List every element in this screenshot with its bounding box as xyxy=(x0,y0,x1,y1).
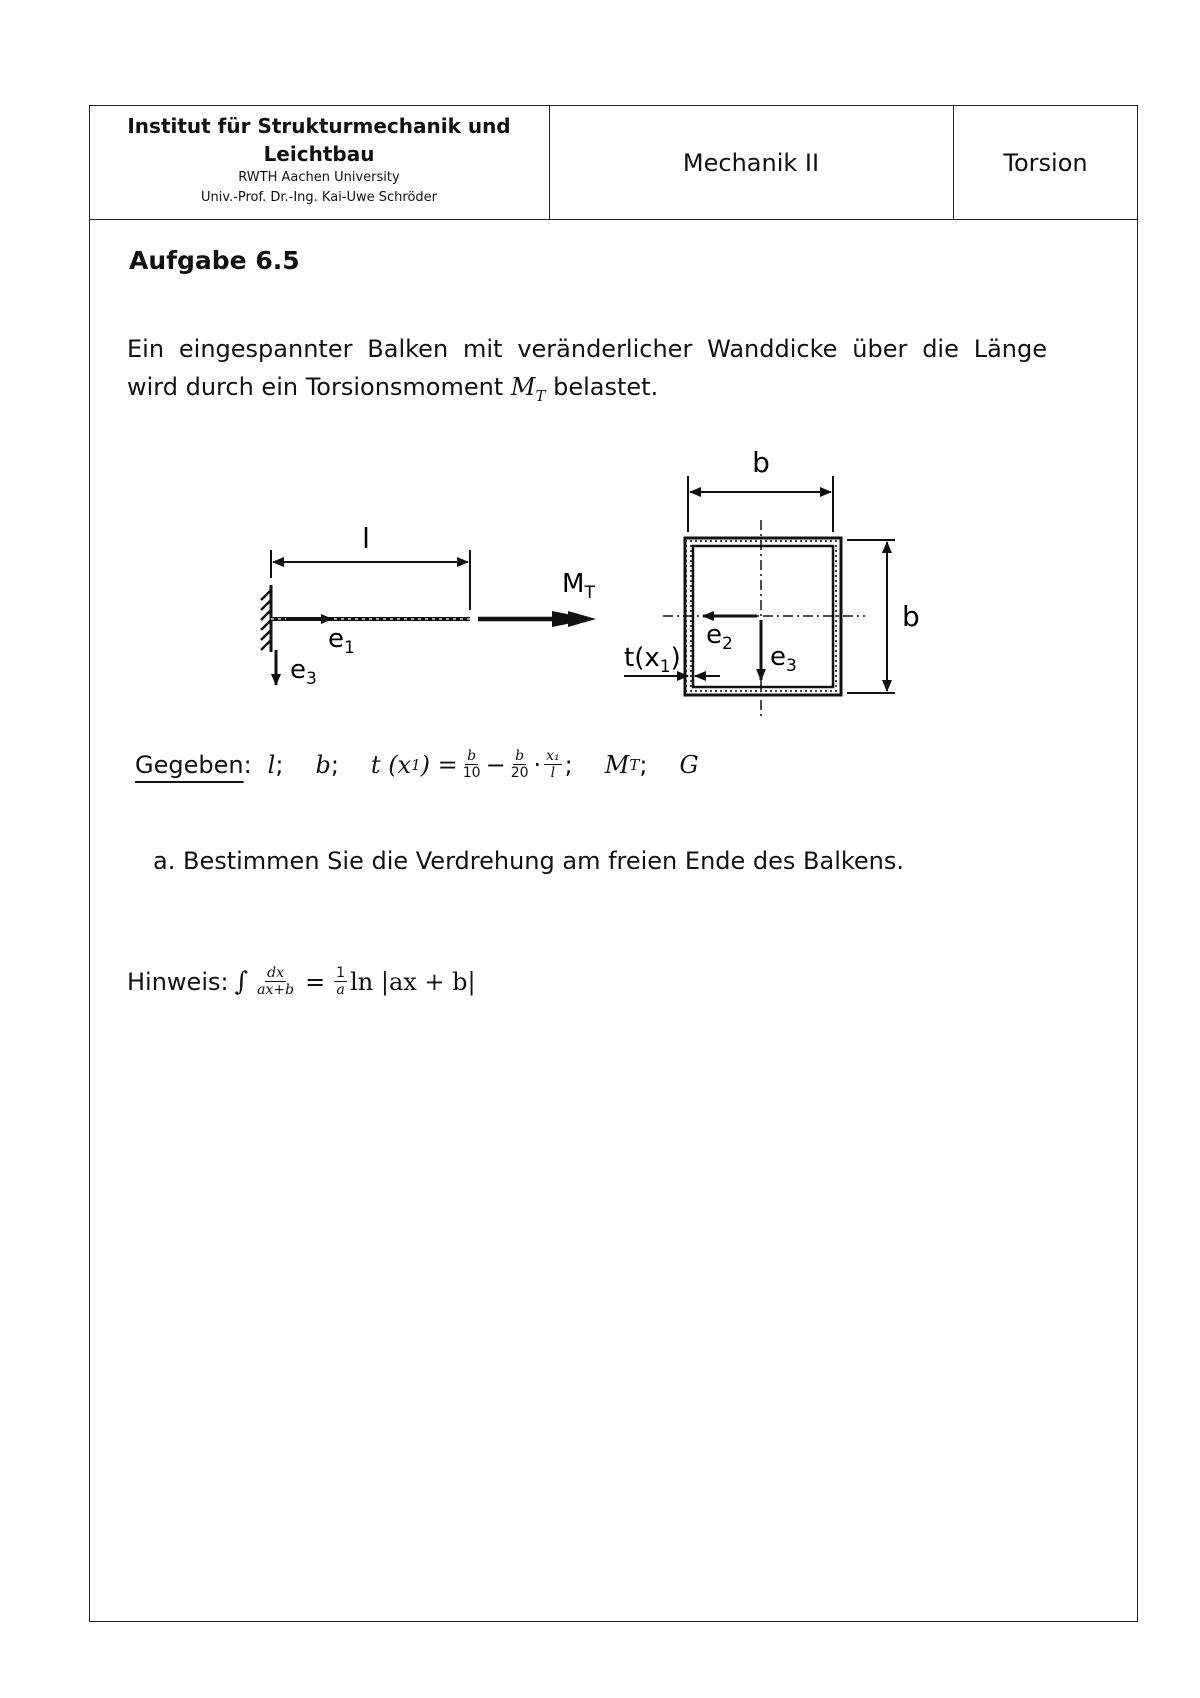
task-title: Aufgabe 6.5 xyxy=(129,246,300,275)
problem-text-1: Ein eingespannter Balken mit veränderlicher Wanddicke über die Länge wird durch ein Torsionsmoment xyxy=(127,335,1047,401)
thickness-label-main: t(x xyxy=(624,643,660,673)
problem-symbol: M xyxy=(510,373,536,401)
hint-equals: = xyxy=(305,967,326,996)
topic-title: Torsion xyxy=(1003,148,1088,177)
given-g: G xyxy=(679,750,699,779)
given-t-eq: ) = xyxy=(420,750,458,779)
hint-integral: ∫ xyxy=(234,966,249,997)
given-dot: · xyxy=(533,750,542,779)
given-frac-2 xyxy=(509,748,531,781)
given-frac-1-num: b xyxy=(467,748,477,764)
length-label: l xyxy=(362,522,370,555)
given-mt-sub: T xyxy=(629,755,640,774)
task-a xyxy=(153,847,904,875)
problem-symbol-sub: T xyxy=(535,387,546,405)
header-column-divider-2 xyxy=(953,105,954,220)
given-frac-2-den: 20 xyxy=(510,765,529,781)
given-frac-3-den: l xyxy=(550,765,556,781)
professor-name: Univ.-Prof. Dr.-Ing. Kai-Uwe Schröder xyxy=(200,190,438,205)
width-label: b xyxy=(752,446,770,479)
hint-label: Hinweis: xyxy=(127,967,229,996)
task-a-label: a. xyxy=(153,847,176,875)
given-sep-1: ; xyxy=(275,750,284,779)
given-label: Gegeben xyxy=(135,750,244,779)
given-colon: : xyxy=(243,750,252,779)
thickness-label-close: ) xyxy=(670,643,681,673)
axis-e1-main: e xyxy=(328,624,344,654)
thickness-label-sub: 1 xyxy=(659,657,671,677)
given-line xyxy=(135,748,699,781)
beam-figure xyxy=(261,522,596,689)
axis-e3-section-main: e xyxy=(770,642,786,672)
axis-e1-sub: 1 xyxy=(344,638,355,658)
hint-frac-1 xyxy=(255,965,296,998)
problem-figure xyxy=(230,440,930,730)
axis-e2-main: e xyxy=(706,620,722,650)
given-t-sub: 1 xyxy=(411,755,421,774)
axis-e3-section-label xyxy=(770,642,797,676)
institute-name: Institut für Strukturmechanik und Leichtbau xyxy=(127,114,511,166)
university-name: RWTH Aachen University xyxy=(238,170,400,185)
given-minus: − xyxy=(485,750,506,779)
hint-line xyxy=(127,965,476,998)
axis-e1-label xyxy=(328,624,355,658)
hint-frac-1-num: dx xyxy=(267,965,285,981)
given-frac-3-num: x₁ xyxy=(546,748,560,764)
axis-e3-main: e xyxy=(290,655,306,685)
given-frac-3 xyxy=(544,748,562,781)
hint-frac-2-den: a xyxy=(336,982,345,998)
hint-frac-2 xyxy=(334,965,347,998)
given-sep-2: ; xyxy=(330,750,339,779)
height-label: b xyxy=(902,600,920,633)
given-frac-2-num: b xyxy=(515,748,525,764)
axis-e3-sub: 3 xyxy=(306,669,317,689)
given-l: l xyxy=(267,750,276,779)
given-b: b xyxy=(315,750,331,779)
problem-statement xyxy=(127,330,1047,415)
problem-text-2: belastet. xyxy=(553,373,659,401)
task-a-text: Bestimmen Sie die Verdrehung am freien Ende des Balkens. xyxy=(182,847,905,875)
given-mt: M xyxy=(604,750,630,779)
moment-label-main: M xyxy=(562,569,585,599)
header-institute-block xyxy=(91,112,547,208)
header-column-divider-1 xyxy=(549,105,550,220)
axis-e3-section-sub: 3 xyxy=(786,656,797,676)
given-sep-4: ; xyxy=(639,750,648,779)
hint-frac-1-den: ax+b xyxy=(257,982,295,998)
cross-section-figure xyxy=(624,446,920,716)
axis-e2-sub: 2 xyxy=(722,634,733,654)
given-frac-1 xyxy=(461,748,483,781)
hint-rhs: ln |ax + b| xyxy=(350,967,476,996)
thickness-label xyxy=(624,643,681,677)
moment-label xyxy=(562,569,595,603)
hint-frac-2-num: 1 xyxy=(336,965,346,981)
course-title: Mechanik II xyxy=(682,148,820,177)
given-t-expr: t (x xyxy=(370,750,412,779)
given-frac-1-den: 10 xyxy=(462,765,481,781)
given-sep-3: ; xyxy=(564,750,573,779)
axis-e3-label xyxy=(290,655,317,689)
moment-arrowhead-2 xyxy=(568,611,596,627)
axis-e2-label xyxy=(706,620,733,654)
moment-label-sub: T xyxy=(584,583,595,603)
